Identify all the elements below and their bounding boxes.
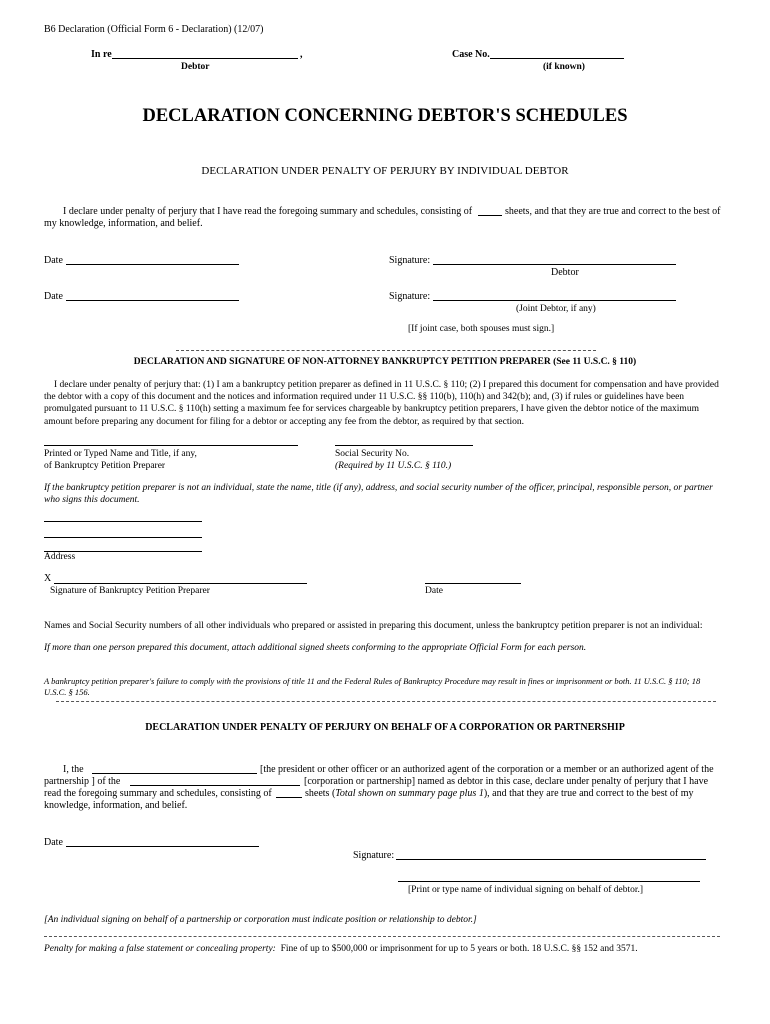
corp-line-3b: sheets ( [305, 788, 336, 799]
preparer-text: I declare under penalty of perjury that: (1) I am a bankruptcy petition preparer as defined in 11 U.S.C. § 110; (2) I prepared this document for compensation and have provided the debtor with a copy of this document and the notices and information required under 11 U.S.C. §§ 110(b), 110(h) and 342(b); and, (3) if rules or guidelines have been promulgated pursuant to 11 U.S.C. § 110(h) setting a maximum fee for services chargeable by bankruptcy petition preparers, I have given the debtor notice of the maximum amount before preparing any document for filing for a debtor or accepting any fee from the debtor, as required by that section. [44, 380, 719, 427]
printed-name-caption-2: of Bankruptcy Petition Preparer [44, 461, 166, 471]
address-line-1[interactable] [44, 521, 202, 522]
print-name-field[interactable] [398, 881, 700, 882]
case-no-label: Case No. [452, 49, 490, 60]
ssn-required-caption: (Required by 11 U.S.C. § 110.) [335, 461, 452, 471]
corp-signature-field[interactable] [396, 859, 706, 860]
preparer-ssn-field[interactable] [335, 445, 473, 446]
in-re-comma: , [300, 49, 303, 60]
page-title: DECLARATION CONCERNING DEBTOR'S SCHEDULES [142, 106, 628, 126]
date-label-1: Date [44, 255, 63, 266]
individual-text-3: my knowledge, information, and belief. [44, 218, 203, 229]
not-individual-note: If the bankruptcy petition preparer is not an individual, state the name, title (if any), address, and social security number of the officer, principal, responsible person, or partner who signs this document. [44, 483, 713, 505]
corp-sheets-field[interactable] [276, 797, 302, 798]
corporation-heading: DECLARATION UNDER PENALTY OF PERJURY ON BEHALF OF A CORPORATION OR PARTNERSHIP [145, 722, 625, 733]
section-divider-3 [44, 936, 720, 937]
penalty-line [44, 944, 638, 954]
ssn-caption: Social Security No. [335, 449, 410, 459]
joint-case-note: [If joint case, both spouses must sign.] [408, 324, 555, 334]
penalty-text: Fine of up to $500,000 or imprisonment for up to 5 years or both. 18 U.S.C. §§ 152 and 3571. [280, 944, 638, 954]
corp-line-3c: Total shown on summary page plus 1 [335, 788, 484, 799]
x-mark: X [44, 573, 52, 584]
individual-text-2: sheets, and that they are true and correct to the best of [505, 206, 721, 217]
preparer-name-field[interactable] [44, 445, 298, 446]
preparer-date-caption: Date [425, 586, 443, 596]
individual-heading: DECLARATION UNDER PENALTY OF PERJURY BY INDIVIDUAL DEBTOR [201, 165, 569, 177]
penalty-label: Penalty for making a false statement or concealing property: [44, 944, 276, 954]
address-line-2[interactable] [44, 537, 202, 538]
more-than-one-note: If more than one person prepared this document, attach additional signed sheets conforming to the appropriate Official Form for each person. [44, 643, 587, 653]
preparer-signature-field[interactable] [54, 583, 307, 584]
officer-field[interactable] [92, 773, 257, 774]
corp-date-field[interactable] [66, 846, 259, 847]
names-ssn-text: Names and Social Security numbers of all other individuals who prepared or assisted in preparing this document, unless the bankruptcy petition preparer is not an individual: [44, 621, 703, 631]
case-no-field[interactable] [490, 58, 624, 59]
signature-label-1: Signature: [389, 255, 431, 266]
corp-date-label: Date [44, 837, 63, 848]
corp-line-2b: [corporation or partnership] named as debtor in this case, declare under penalty of perjury that I have [304, 776, 709, 787]
signature-label-2: Signature: [389, 291, 431, 302]
debtor-signature-field[interactable] [433, 264, 676, 265]
corp-line-4: knowledge, information, and belief. [44, 800, 188, 811]
preparer-date-field[interactable] [425, 583, 521, 584]
address-label: Address [44, 552, 76, 562]
in-re-label: In re [91, 49, 112, 60]
corporation-name-field[interactable] [130, 785, 300, 786]
section-divider-1 [176, 350, 596, 351]
joint-debtor-signature-field[interactable] [433, 300, 676, 301]
corp-line-3-text [305, 788, 693, 799]
date-field-1[interactable] [66, 264, 239, 265]
date-label-2: Date [44, 291, 63, 302]
joint-debtor-caption: (Joint Debtor, if any) [516, 304, 596, 314]
debtor-sign-caption: Debtor [551, 267, 579, 278]
corp-line-1b: [the president or other officer or an authorized agent of the corporation or a member or an authorized agent of the [260, 764, 714, 775]
corp-signature-label: Signature: [353, 850, 395, 861]
corp-line-3a: read the foregoing summary and schedules, consisting of [44, 788, 272, 799]
corp-line-2a: partnership ] of the [44, 776, 121, 787]
print-name-caption: [Print or type name of individual signing on behalf of debtor.] [408, 885, 644, 895]
sheets-count-field[interactable] [478, 215, 502, 216]
debtor-name-field[interactable] [112, 58, 298, 59]
failure-note: A bankruptcy petition preparer's failure to comply with the provisions of title 11 and the Federal Rules of Bankruptcy Procedure may result in fines or imprisonment or both. 11 U.S.C. § 110; 18 U.S.C. § 156. [44, 676, 701, 697]
corp-line-1a: I, the [63, 764, 84, 775]
if-known-caption: (if known) [543, 62, 585, 72]
individual-text-1: I declare under penalty of perjury that I have read the foregoing summary and schedules, consisting of [63, 206, 473, 217]
section-divider-2 [56, 701, 716, 702]
form-id: B6 Declaration (Official Form 6 - Declaration) (12/07) [44, 24, 264, 35]
debtor-caption: Debtor [181, 62, 210, 72]
printed-name-caption-1: Printed or Typed Name and Title, if any, [44, 449, 197, 459]
preparer-signature-caption: Signature of Bankruptcy Petition Preparer [50, 586, 210, 596]
preparer-heading: DECLARATION AND SIGNATURE OF NON-ATTORNEY BANKRUPTCY PETITION PREPARER (See 11 U.S.C. § 110) [133, 357, 637, 367]
corp-line-3d: ), and that they are true and correct to the best of my [483, 788, 694, 799]
date-field-2[interactable] [66, 300, 239, 301]
individual-signing-note: [An individual signing on behalf of a partnership or corporation must indicate position or relationship to debtor.] [44, 915, 477, 925]
